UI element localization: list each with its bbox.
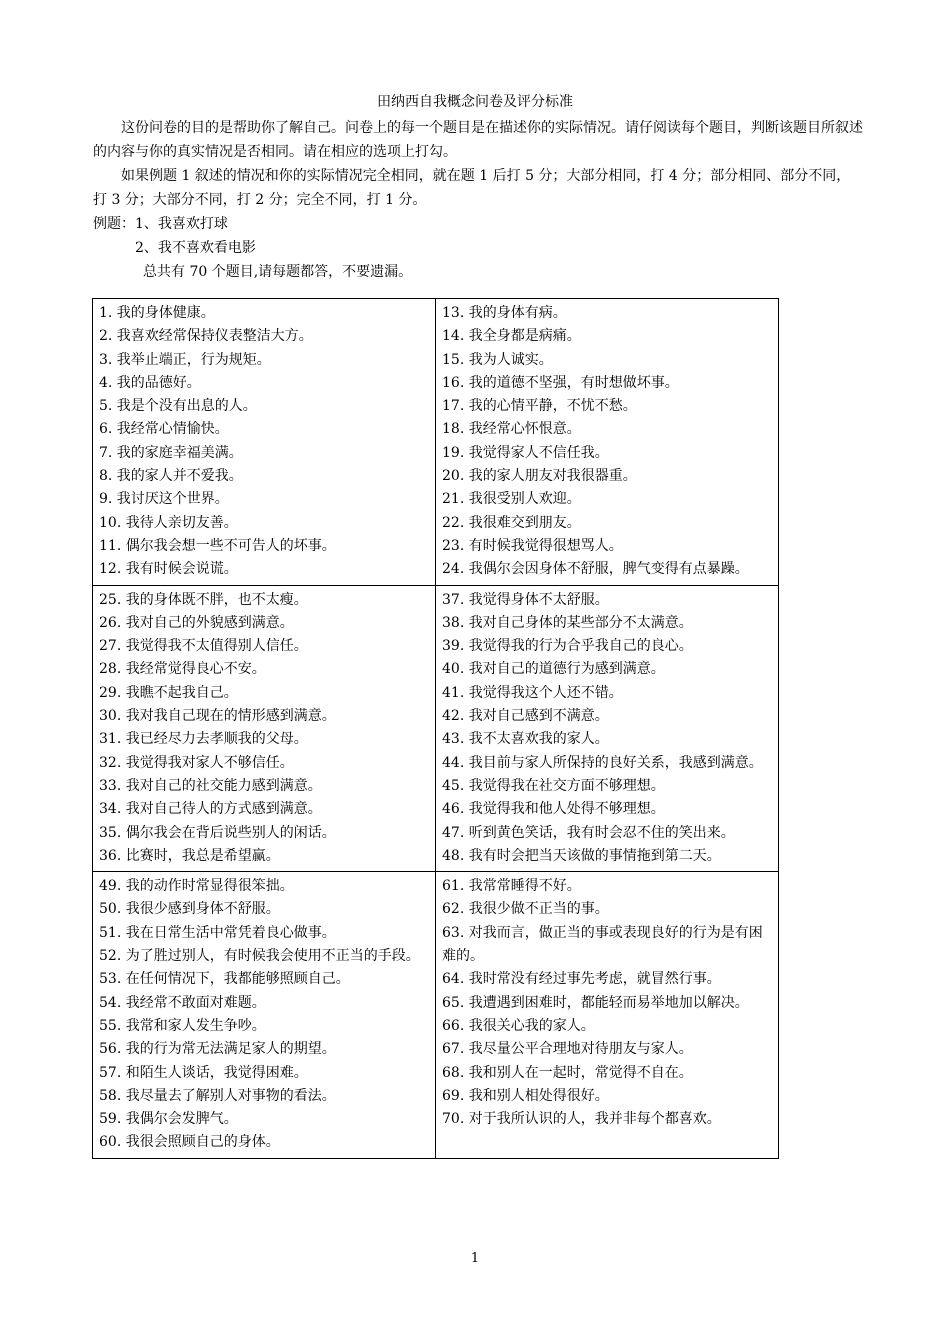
question-item: 16. 我的道德不坚强，有时想做坏事。 <box>442 374 679 391</box>
question-item: 20. 我的家人朋友对我很器重。 <box>442 468 637 485</box>
intro-paragraph-purpose: 这份问卷的目的是帮助你了解自己。问卷上的每一个题目是在描述你的实际情况。请仔阅读每个题目，判断该题目所叙述的内容与你的真实情况是否相同。请在相应的选项上打勾。 <box>93 120 863 160</box>
question-item: 65. 我遭遇到困难时，都能轻而易举地加以解决。 <box>442 994 749 1011</box>
question-item: 38. 我对自己身体的某些部分不太满意。 <box>442 614 693 631</box>
question-item: 35. 偶尔我会在背后说些别人的闲话。 <box>99 824 336 841</box>
question-cell-right <box>436 585 779 872</box>
question-cell-left <box>93 872 436 1159</box>
question-item: 66. 我很关心我的家人。 <box>442 1017 595 1034</box>
question-item: 37. 我觉得身体不太舒服。 <box>442 591 609 608</box>
question-item: 10. 我待人亲切友善。 <box>99 514 238 531</box>
question-item: 60. 我很会照顾自己的身体。 <box>99 1134 280 1151</box>
question-item: 59. 我偶尔会发脾气。 <box>99 1111 238 1128</box>
question-item: 42. 我对自己感到不满意。 <box>442 708 609 725</box>
question-item: 13. 我的身体有病。 <box>442 305 567 321</box>
question-item: 29. 我瞧不起我自己。 <box>99 684 238 701</box>
question-item: 6. 我经常心情愉快。 <box>99 421 229 438</box>
question-item: 34. 我对自己待人的方式感到满意。 <box>99 801 322 818</box>
question-item: 2. 我喜欢经常保持仪表整洁大方。 <box>99 328 313 345</box>
question-item: 64. 我时常没有经过事先考虑，就冒然行事。 <box>442 971 721 988</box>
question-item: 3. 我举止端正，行为规矩。 <box>99 351 271 368</box>
intro-paragraph-scoring: 如果例题 1 叙述的情况和你的实际情况完全相同，就在题 1 后打 5 分；大部分相同，打 4 分；部分相同、部分不同，打 3 分；大部分不同，打 2 分；完全不同，打 1 分。 <box>93 168 851 208</box>
table-row <box>93 299 779 586</box>
question-item: 17. 我的心情平静，不忧不愁。 <box>442 398 637 415</box>
question-item: 58. 我尽量去了解别人对事物的看法。 <box>99 1087 336 1104</box>
question-item: 4. 我的品德好。 <box>99 374 201 391</box>
question-item: 57. 和陌生人谈话，我觉得困难。 <box>99 1064 308 1081</box>
question-item: 63. 对我而言，做正当的事或表现良好的行为是有困难的。 <box>442 924 763 965</box>
question-item: 44. 我目前与家人所保持的良好关系，我感到满意。 <box>442 754 763 771</box>
question-item: 7. 我的家庭幸福美满。 <box>99 444 243 461</box>
question-item: 24. 我偶尔会因身体不舒服，脾气变得有点暴躁。 <box>442 561 749 578</box>
question-item: 33. 我对自己的社交能力感到满意。 <box>99 777 322 794</box>
intro-section <box>93 116 863 284</box>
question-item: 67. 我尽量公平合理地对待朋友与家人。 <box>442 1041 693 1058</box>
question-item: 9. 我讨厌这个世界。 <box>99 491 229 508</box>
question-item: 46. 我觉得我和他人处得不够理想。 <box>442 801 665 818</box>
example-1: 例题：1、我喜欢打球 <box>93 216 228 232</box>
question-item: 70. 对于我所认识的人，我并非每个都喜欢。 <box>442 1111 721 1128</box>
question-item: 5. 我是个没有出息的人。 <box>99 398 257 415</box>
question-item: 31. 我已经尽力去孝顺我的父母。 <box>99 731 308 748</box>
question-item: 69. 我和别人相处得很好。 <box>442 1087 609 1104</box>
question-item: 1. 我的身体健康。 <box>99 305 215 321</box>
question-item: 28. 我经常觉得良心不安。 <box>99 661 266 678</box>
table-row <box>93 872 779 1159</box>
question-item: 61. 我常常睡得不好。 <box>442 878 581 895</box>
question-item: 14. 我全身都是病痛。 <box>442 328 581 345</box>
question-item: 50. 我很少感到身体不舒服。 <box>99 901 280 918</box>
question-item: 68. 我和别人在一起时，常觉得不自在。 <box>442 1064 693 1081</box>
question-item: 8. 我的家人并不爱我。 <box>99 468 243 485</box>
page-number: 1 <box>470 1251 480 1266</box>
question-item: 39. 我觉得我的行为合乎我自己的良心。 <box>442 638 693 655</box>
question-item: 11. 偶尔我会想一些不可告人的坏事。 <box>99 537 336 554</box>
question-item: 55. 我常和家人发生争吵。 <box>99 1017 266 1034</box>
questionnaire-table <box>92 298 779 1159</box>
question-item: 49. 我的动作时常显得很笨拙。 <box>99 878 294 895</box>
question-item: 62. 我很少做不正当的事。 <box>442 901 609 918</box>
question-item: 26. 我对自己的外貌感到满意。 <box>99 614 294 631</box>
question-item: 56. 我的行为常无法满足家人的期望。 <box>99 1041 336 1058</box>
question-item: 19. 我觉得家人不信任我。 <box>442 444 609 461</box>
question-item: 52. 为了胜过别人，有时候我会使用不正当的手段。 <box>99 948 420 965</box>
example-2: 2、我不喜欢看电影 <box>135 240 256 256</box>
question-item: 40. 我对自己的道德行为感到满意。 <box>442 661 665 678</box>
question-cell-right <box>436 872 779 1159</box>
question-item: 41. 我觉得我这个人还不错。 <box>442 684 623 701</box>
question-item: 21. 我很受别人欢迎。 <box>442 491 581 508</box>
question-item: 12. 我有时候会说谎。 <box>99 561 238 578</box>
question-item: 22. 我很难交到朋友。 <box>442 514 581 531</box>
question-item: 15. 我为人诚实。 <box>442 351 553 368</box>
page-title: 田纳西自我概念问卷及评分标准 <box>377 94 573 110</box>
question-cell-left <box>93 299 436 586</box>
question-item: 36. 比赛时，我总是希望赢。 <box>99 847 280 864</box>
question-item: 27. 我觉得我不太值得别人信任。 <box>99 638 308 655</box>
question-item: 48. 我有时会把当天该做的事情拖到第二天。 <box>442 847 721 864</box>
question-item: 32. 我觉得我对家人不够信任。 <box>99 754 294 771</box>
total-note: 总共有 70 个题目,请每题都答，不要遗漏。 <box>143 264 413 280</box>
question-item: 47. 听到黄色笑话，我有时会忍不住的笑出来。 <box>442 824 735 841</box>
question-item: 51. 我在日常生活中常凭着良心做事。 <box>99 924 336 941</box>
question-item: 18. 我经常心怀恨意。 <box>442 421 581 438</box>
question-item: 53. 在任何情况下，我都能够照顾自己。 <box>99 971 350 988</box>
question-item: 30. 我对我自己现在的情形感到满意。 <box>99 708 336 725</box>
question-cell-left <box>93 585 436 872</box>
question-item: 43. 我不太喜欢我的家人。 <box>442 731 609 748</box>
table-row <box>93 585 779 872</box>
question-item: 25. 我的身体既不胖，也不太瘦。 <box>99 591 308 608</box>
question-item: 45. 我觉得我在社交方面不够理想。 <box>442 777 665 794</box>
question-cell-right <box>436 299 779 586</box>
question-item: 23. 有时候我觉得很想骂人。 <box>442 537 623 554</box>
question-item: 54. 我经常不敢面对难题。 <box>99 994 266 1011</box>
